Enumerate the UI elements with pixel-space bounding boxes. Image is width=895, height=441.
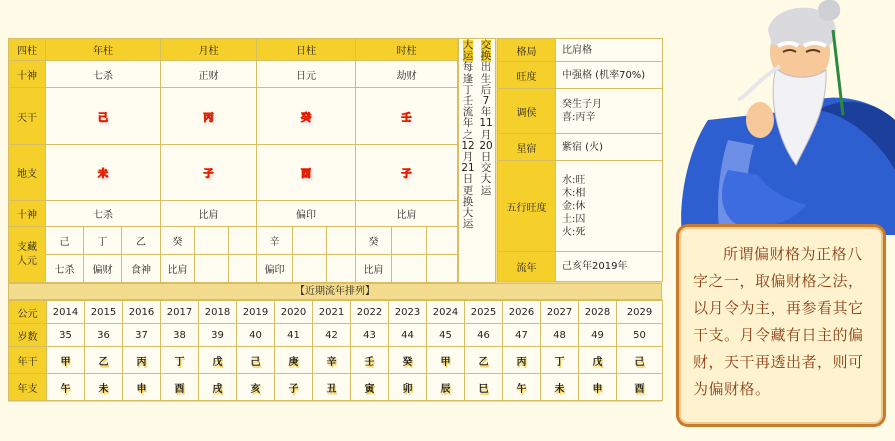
suishu-cell: 49 — [579, 324, 617, 347]
niangan-cell: 戊 — [579, 347, 617, 374]
shishen-value: 偏印 — [257, 201, 356, 227]
canggan-god: 偏印 — [257, 255, 293, 283]
dayun-char: 运 — [480, 184, 492, 197]
shishen-bottom-row — [9, 201, 458, 227]
nianzhi-cell: 酉 — [161, 374, 199, 401]
shishen-value: 比肩 — [356, 201, 458, 227]
suishu-cell: 39 — [199, 324, 237, 347]
gongyuan-cell: 2024 — [427, 301, 465, 324]
gongyuan-cell: 2028 — [579, 301, 617, 324]
canggan-label: 支藏人元 — [9, 227, 46, 283]
tiangan-char: 壬 — [356, 88, 458, 145]
header-yuezhu: 月柱 — [161, 39, 257, 61]
geju-label: 格局 — [498, 39, 556, 62]
shishen-label: 十神 — [9, 61, 46, 88]
shishen-value: 比肩 — [161, 201, 257, 227]
nianzhi-cell: 午 — [47, 374, 85, 401]
canggan-god — [392, 255, 427, 283]
tiangan-label: 天干 — [9, 88, 46, 145]
nianzhi-cell: 申 — [579, 374, 617, 401]
canggan-god — [427, 255, 458, 283]
dayun-char: 壬 — [462, 95, 474, 108]
canggan-stem: 丁 — [84, 227, 122, 255]
niangan-cell: 己 — [237, 347, 275, 374]
niangan-cell: 庚 — [275, 347, 313, 374]
shishen-top-row — [9, 61, 458, 88]
dayun-char: 大 — [480, 173, 492, 186]
dayun-char: 20 — [479, 139, 493, 152]
geju-value: 比肩格 — [556, 39, 663, 62]
dayun-char: 丁 — [462, 83, 474, 96]
canggan-stem — [392, 227, 427, 255]
canggan-stem: 乙 — [122, 227, 161, 255]
dayun-char: 日 — [480, 151, 492, 164]
wangdu-row — [498, 62, 663, 89]
dayun-char: 月 — [462, 151, 474, 164]
dizhi-char: 酉 — [257, 145, 356, 201]
suishu-cell: 42 — [313, 324, 351, 347]
liunian-value: 己亥年2019年 — [556, 252, 663, 282]
dayun-char: 大 — [462, 207, 474, 220]
niangan-row — [9, 347, 663, 374]
nianzhi-cell: 酉 — [617, 374, 663, 401]
suishu-cell: 47 — [503, 324, 541, 347]
suishu-label: 岁数 — [9, 324, 47, 347]
nianzhi-cell: 申 — [123, 374, 161, 401]
dayun-char: 换 — [462, 195, 474, 208]
dayun-char: 年 — [462, 117, 474, 130]
canggan-stem: 辛 — [257, 227, 293, 255]
header-shizhu: 时柱 — [356, 39, 458, 61]
gongyuan-label: 公元 — [9, 301, 47, 324]
speech-bubble — [676, 224, 886, 427]
dayun-char: 后 — [480, 83, 492, 96]
nianzhi-cell: 未 — [541, 374, 579, 401]
nianzhi-cell: 午 — [503, 374, 541, 401]
suishu-cell: 43 — [351, 324, 389, 347]
dayun-char: 之 — [462, 128, 474, 141]
niangan-cell: 甲 — [427, 347, 465, 374]
dizhi-label: 地支 — [9, 145, 46, 201]
canggan-god — [229, 255, 257, 283]
niangan-label: 年干 — [9, 347, 47, 374]
canggan-stem — [229, 227, 257, 255]
suishu-cell: 40 — [237, 324, 275, 347]
canggan-god: 偏财 — [84, 255, 122, 283]
liunian-row — [498, 252, 663, 282]
dayun-char: 月 — [480, 128, 492, 141]
suishu-cell: 46 — [465, 324, 503, 347]
niangan-cell: 乙 — [85, 347, 123, 374]
dayun-char: 运 — [462, 218, 474, 231]
side-info-table — [497, 38, 663, 282]
suishu-cell: 41 — [275, 324, 313, 347]
gongyuan-cell: 2021 — [313, 301, 351, 324]
dayun-column-start — [477, 39, 495, 282]
tiangan-char: 癸 — [257, 88, 356, 145]
dizhi-char: 子 — [356, 145, 458, 201]
dayun-char: 换 — [480, 50, 492, 63]
header-sizhu: 四柱 — [9, 39, 46, 61]
tiangan-row — [9, 88, 458, 145]
shishen-value: 日元 — [257, 61, 356, 88]
gongyuan-cell: 2022 — [351, 301, 389, 324]
pillars-table — [8, 38, 458, 283]
dayun-char: 逢 — [462, 72, 474, 85]
nianzhi-cell: 巳 — [465, 374, 503, 401]
gongyuan-cell: 2014 — [47, 301, 85, 324]
tiaohou-label: 调侯 — [498, 89, 556, 134]
wangdu-value: 中强格 (机率70%) — [556, 62, 663, 89]
niangan-cell: 辛 — [313, 347, 351, 374]
wuxing-row — [498, 161, 663, 252]
niangan-cell: 丁 — [541, 347, 579, 374]
gongyuan-cell: 2018 — [199, 301, 237, 324]
dayun-panel — [458, 38, 496, 283]
niangan-cell: 戊 — [199, 347, 237, 374]
bazi-chart — [8, 38, 662, 402]
dayun-char: 11 — [479, 117, 493, 130]
dayun-char: 交 — [480, 162, 492, 175]
shishen-value: 七杀 — [46, 61, 161, 88]
nianzhi-cell: 子 — [275, 374, 313, 401]
dayun-char: 交 — [480, 39, 492, 51]
canggan-stem — [195, 227, 229, 255]
dizhi-char: 未 — [46, 145, 161, 201]
dayun-char: 生 — [480, 72, 492, 85]
niangan-cell: 壬 — [351, 347, 389, 374]
nianzhi-cell: 卯 — [389, 374, 427, 401]
niangan-cell: 癸 — [389, 347, 427, 374]
canggan-god — [293, 255, 327, 283]
sage-illustration — [668, 0, 895, 235]
wuxing-value: 水:旺 木:相 金:休 土:囚 火:死 — [556, 161, 663, 252]
shishen-value: 正财 — [161, 61, 257, 88]
tiangan-char: 丙 — [161, 88, 257, 145]
xingxiu-row — [498, 134, 663, 161]
tiangan-char: 己 — [46, 88, 161, 145]
dayun-char: 每 — [462, 61, 474, 74]
suishu-cell: 35 — [47, 324, 85, 347]
tiaohou-value: 癸生子月 喜:丙辛 — [556, 89, 663, 134]
header-nianzhu: 年柱 — [46, 39, 161, 61]
canggan-stem: 己 — [46, 227, 84, 255]
nianzhi-cell: 亥 — [237, 374, 275, 401]
gongyuan-row — [9, 301, 663, 324]
suishu-cell: 37 — [123, 324, 161, 347]
canggan-god: 食神 — [122, 255, 161, 283]
tiaohou-row — [498, 89, 663, 134]
dayun-char: 出 — [480, 61, 492, 74]
xingxiu-value: 紫宿 (火) — [556, 134, 663, 161]
nianzhi-label: 年支 — [9, 374, 47, 401]
suishu-cell: 44 — [389, 324, 427, 347]
niangan-cell: 丙 — [503, 347, 541, 374]
years-table — [8, 300, 663, 401]
xingxiu-label: 星宿 — [498, 134, 556, 161]
header-rizhu: 日柱 — [257, 39, 356, 61]
header-row — [9, 39, 458, 61]
dizhi-row — [9, 145, 458, 201]
gongyuan-cell: 2027 — [541, 301, 579, 324]
canggan-god-row — [9, 255, 458, 283]
liunian-title-bar: 【近期流年排列】 — [8, 283, 662, 300]
dayun-column-rule — [459, 39, 477, 282]
bubble-text: 所谓偏财格为正格八字之一，取偏财格之法，以月令为主，再参看其它干支。月令藏有日主的偏财，天干再透出者，则可为偏财格。 — [693, 245, 864, 398]
canggan-stem — [327, 227, 356, 255]
dayun-char: 12 — [461, 139, 475, 152]
nianzhi-cell: 未 — [85, 374, 123, 401]
gongyuan-cell: 2029 — [617, 301, 663, 324]
suishu-cell: 50 — [617, 324, 663, 347]
suishu-cell: 38 — [161, 324, 199, 347]
dizhi-char: 子 — [161, 145, 257, 201]
nianzhi-cell: 丑 — [313, 374, 351, 401]
gongyuan-cell: 2016 — [123, 301, 161, 324]
canggan-god: 七杀 — [46, 255, 84, 283]
nianzhi-cell: 戌 — [199, 374, 237, 401]
gongyuan-cell: 2015 — [85, 301, 123, 324]
shishen-label: 十神 — [9, 201, 46, 227]
niangan-cell: 丙 — [123, 347, 161, 374]
sage-hand — [746, 102, 774, 138]
suishu-cell: 36 — [85, 324, 123, 347]
canggan-god — [327, 255, 356, 283]
nianzhi-cell: 辰 — [427, 374, 465, 401]
shishen-value: 七杀 — [46, 201, 161, 227]
canggan-god: 比肩 — [356, 255, 392, 283]
suishu-cell: 48 — [541, 324, 579, 347]
gongyuan-cell: 2020 — [275, 301, 313, 324]
gongyuan-cell: 2019 — [237, 301, 275, 324]
dayun-char: 流 — [462, 106, 474, 119]
gongyuan-cell: 2026 — [503, 301, 541, 324]
gongyuan-cell: 2017 — [161, 301, 199, 324]
niangan-cell: 丁 — [161, 347, 199, 374]
geju-row — [498, 39, 663, 62]
dayun-char: 年 — [480, 106, 492, 119]
dayun-char: 更 — [462, 184, 474, 197]
canggan-stem: 癸 — [356, 227, 392, 255]
suishu-cell: 45 — [427, 324, 465, 347]
dayun-char: 运 — [462, 50, 474, 63]
canggan-god — [195, 255, 229, 283]
canggan-stem-row — [9, 227, 458, 255]
niangan-cell: 乙 — [465, 347, 503, 374]
suishu-row — [9, 324, 663, 347]
gongyuan-cell: 2025 — [465, 301, 503, 324]
dayun-char: 大 — [462, 39, 474, 51]
nianzhi-cell: 寅 — [351, 374, 389, 401]
niangan-cell: 己 — [617, 347, 663, 374]
canggan-god: 比肩 — [161, 255, 195, 283]
dayun-char: 日 — [462, 173, 474, 186]
dayun-char: 7 — [482, 95, 490, 108]
canggan-stem: 癸 — [161, 227, 195, 255]
canggan-stem — [293, 227, 327, 255]
wangdu-label: 旺度 — [498, 62, 556, 89]
nianzhi-row — [9, 374, 663, 401]
canggan-stem — [427, 227, 458, 255]
liunian-label: 流年 — [498, 252, 556, 282]
dayun-char: 21 — [461, 162, 475, 175]
wuxing-label: 五行旺度 — [498, 161, 556, 252]
niangan-cell: 甲 — [47, 347, 85, 374]
gongyuan-cell: 2023 — [389, 301, 427, 324]
shishen-value: 劫财 — [356, 61, 458, 88]
